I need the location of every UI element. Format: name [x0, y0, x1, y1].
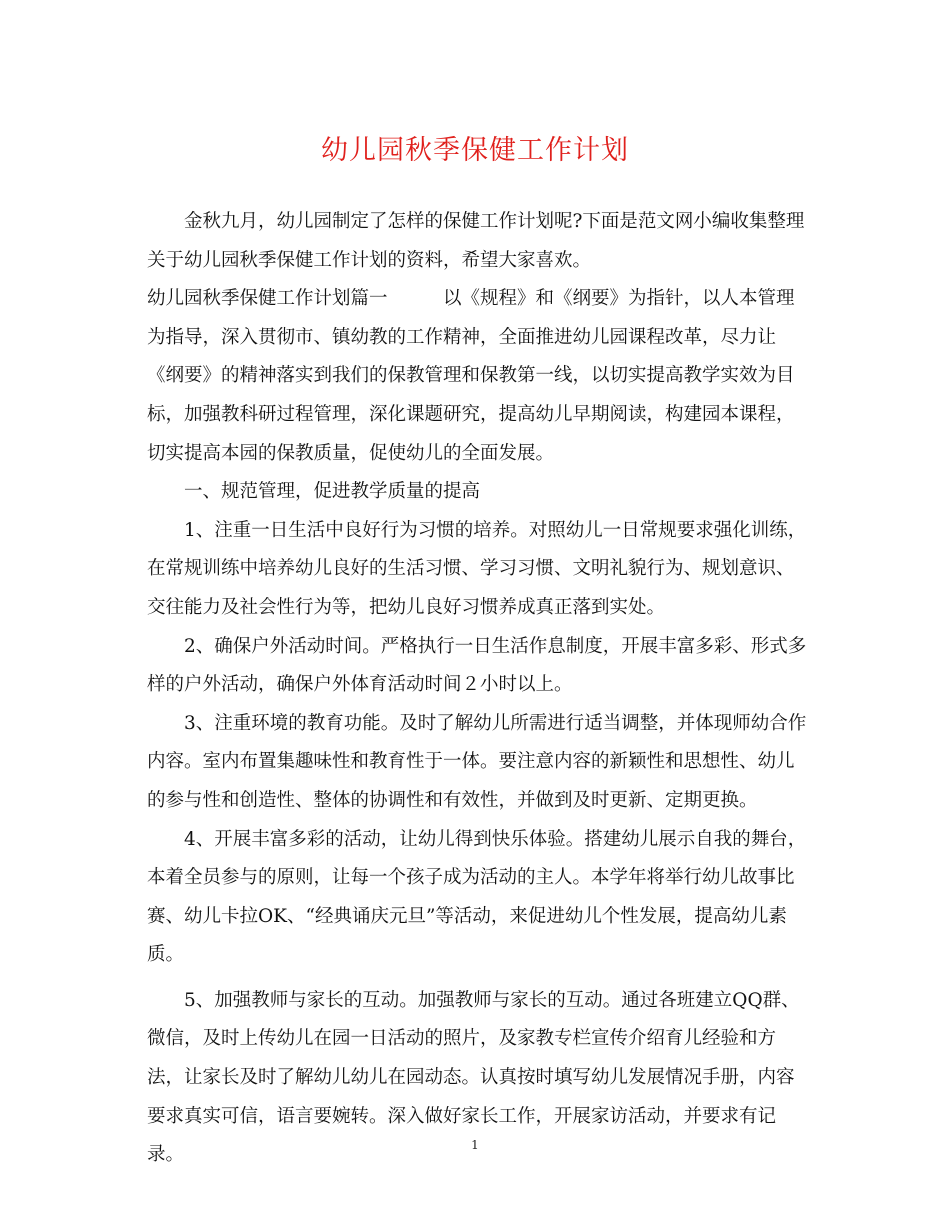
document-title: 幼儿园秋季保健工作计划: [321, 135, 629, 166]
list-item-2: 2、确保户外活动时间。严格执行一日生活作息制度，开展丰富多彩、形式多样的户外活动，确保户外体育活动时间２小时以上。: [147, 635, 807, 696]
intro-paragraph: 金秋九月，幼儿园制定了怎样的保健工作计划呢?下面是范文网小编收集整理关于幼儿园秋季保健工作计划的资料，希望大家喜欢。: [147, 211, 805, 271]
list-item-1: 1、注重一日生活中良好行为习惯的培养。对照幼儿一日常规要求强化训练，在常规训练中培养幼儿良好的生活习惯、学习习惯、文明礼貌行为、规划意识、交往能力及社会性行为等，把幼儿良好习惯养成真正落到实处。: [147, 519, 807, 618]
document-body: [147, 203, 807, 1175]
page-number: 1: [471, 1138, 479, 1152]
section-heading: 一、规范管理，促进教学质量的提高: [184, 481, 481, 503]
list-item-5: 5、加强教师与家长的互动。加强教师与家长的互动。通过各班建立QQ群、微信，及时上传幼儿在园一日活动的照片，及家教专栏宣传介绍育儿经验和方法，让家长及时了解幼儿幼儿在园动态。认真按时填写幼儿发展情况手册，内容要求真实可信，语言要婉转。深入做好家长工作，开展家访活动，并要求有记录。: [147, 989, 800, 1166]
section-paragraph: 幼儿园秋季保健工作计划篇一 以《规程》和《纲要》为指针，以人本管理为指导，深入贯彻市、镇幼教的工作精神，全面推进幼儿园课程改革，尽力让《纲要》的精神落实到我们的保教管理和保教第一线，以切实提高教学实效为目标，加强教科研过程管理，深化课题研究，提高幼儿早期阅读，构建园本课程，切实提高本园的保教质量，促使幼儿的全面发展。: [147, 288, 795, 464]
list-item-4: 4、开展丰富多彩的活动，让幼儿得到快乐体验。搭建幼儿展示自我的舞台，本着全员参与的原则，让每一个孩子成为活动的主人。本学年将举行幼儿故事比赛、幼儿卡拉OK、“经典诵庆元旦”等活动，来促进幼儿个性发展，提高幼儿素质。: [147, 828, 807, 966]
list-item-3: 3、注重环境的教育功能。及时了解幼儿所需进行适当调整，并体现师幼合作内容。室内布置集趣味性和教育性于一体。要注意内容的新颖性和思想性、幼儿的参与性和创造性、整体的协调性和有效性，并做到及时更新、定期更换。: [147, 712, 807, 811]
